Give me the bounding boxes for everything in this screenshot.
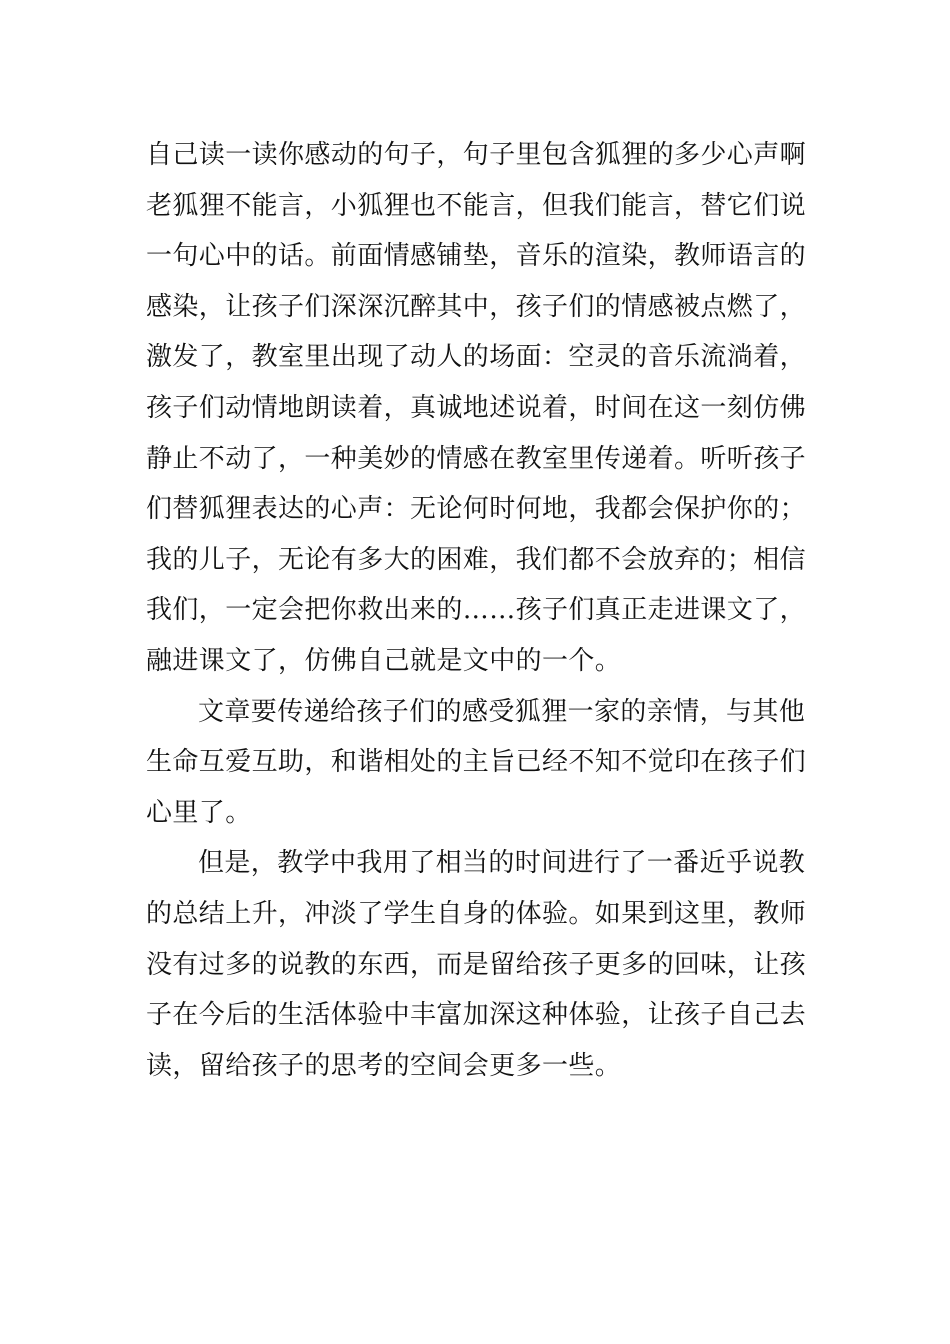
text-line-first: 文章要传递给孩子们的感受狐狸一家的亲情，与其他 [198,696,806,727]
text-line: 我的儿子，无论有多大的困难，我们都不会放弃的；相信 [146,544,807,575]
text-line: 孩子们动情地朗读着，真诚地述说着，时间在这一刻仿佛 [146,392,807,423]
text-line: 激发了，教室里出现了动人的场面：空灵的音乐流淌着， [146,342,807,373]
text-line: 静止不动了，一种美妙的情感在教室里传递着。听听孩子 [146,443,807,474]
text-line: 老狐狸不能言，小狐狸也不能言，但我们能言，替它们说 [146,190,807,221]
text-line-first: 但是，教学中我用了相当的时间进行了一番近乎说教 [198,848,806,879]
text-line: 读，留给孩子的思考的空间会更多一些。 [146,1050,622,1081]
paragraph-3 [146,838,808,1091]
text-line: 融进课文了，仿佛自己就是文中的一个。 [146,645,622,676]
text-line: 感染，让孩子们深深沉醉其中，孩子们的情感被点燃了， [146,291,807,322]
text-line: 我们，一定会把你救出来的……孩子们真正走进课文了， [146,595,807,626]
text-line: 自己读一读你感动的句子，句子里包含狐狸的多少心声啊 [146,140,807,170]
text-line: 没有过多的说教的东西，而是留给孩子更多的回味，让孩 [146,949,807,980]
text-line: 生命互爱互助，和谐相处的主旨已经不知不觉印在孩子们 [146,747,807,778]
paragraph-2 [146,687,808,839]
paragraph-1 [146,130,808,687]
text-line: 心里了。 [146,797,252,828]
text-line: 的总结上升，冲淡了学生自身的体验。如果到这里，教师 [146,898,807,929]
text-line: 子在今后的生活体验中丰富加深这种体验，让孩子自己去 [146,1000,807,1031]
text-line: 一句心中的话。前面情感铺垫，音乐的渲染，教师语言的 [146,241,807,272]
text-line: 们替狐狸表达的心声：无论何时何地，我都会保护你的； [146,494,807,525]
document-body [146,130,808,1091]
